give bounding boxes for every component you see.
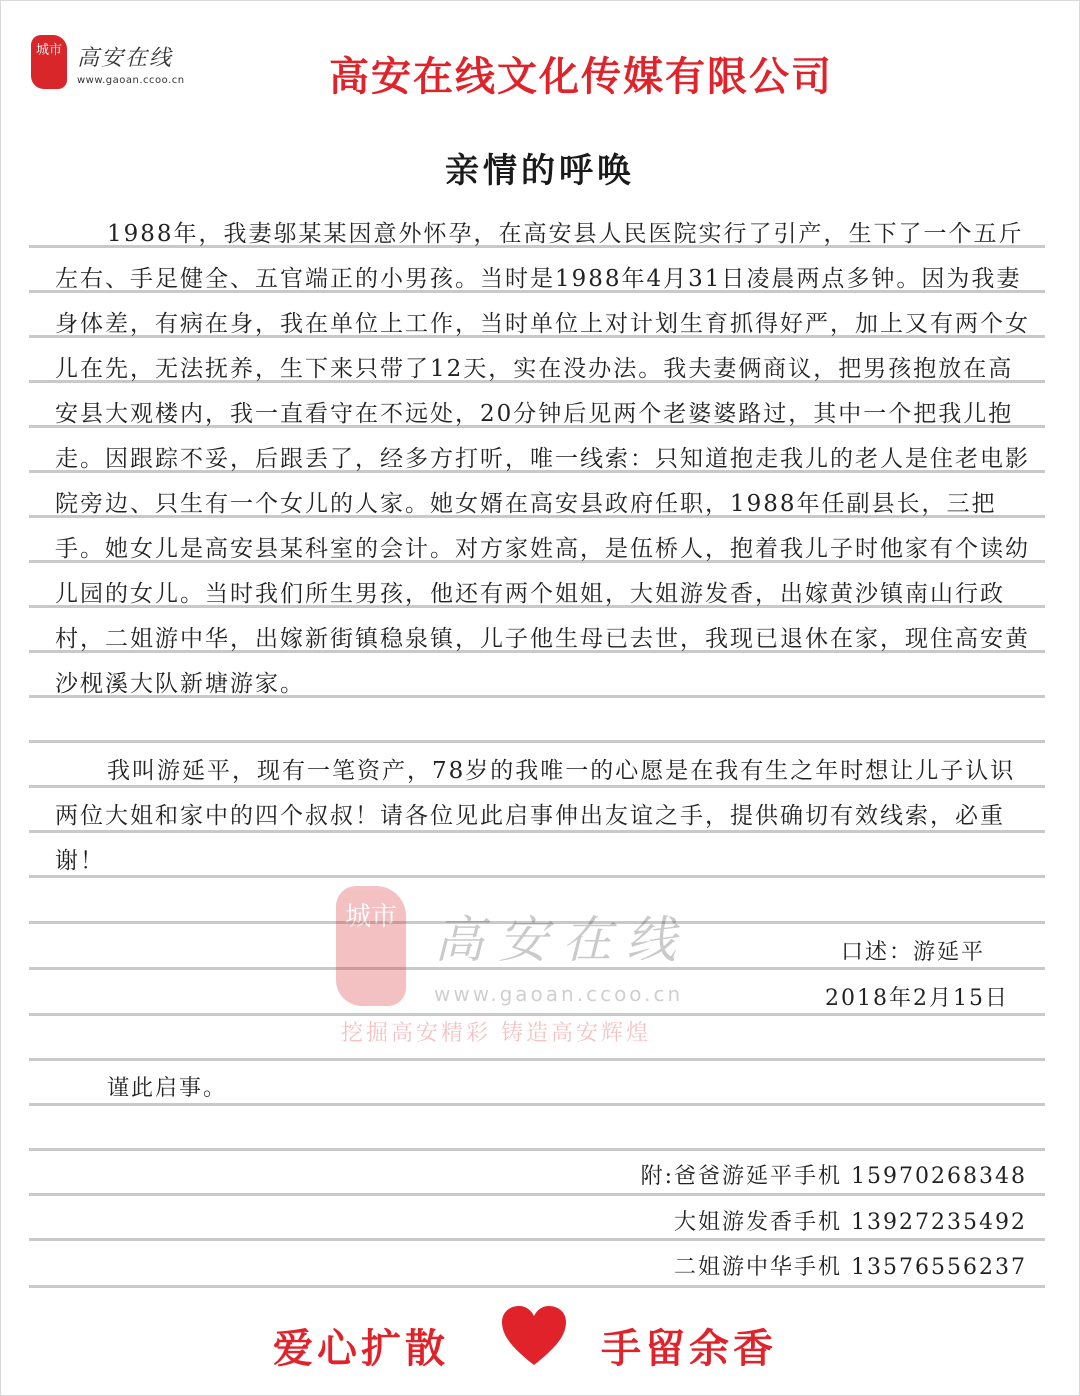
notice-date: 2018年2月15日 (825, 986, 1009, 1011)
watermark-name: 高安在线 (434, 911, 690, 969)
rule-line (29, 1285, 1045, 1288)
contact-elder-sister: 大姐游发香手机 13927235492 (674, 1210, 1027, 1235)
contact-father: 附:爸爸游延平手机 15970268348 (640, 1164, 1027, 1189)
contact-second-sister: 二姐游中华手机 13576556237 (674, 1255, 1027, 1280)
rule-line (29, 1238, 1045, 1241)
page-title: 亲情的呼唤 (445, 151, 635, 191)
footer-slogan-right: 手留余香 (601, 1326, 777, 1372)
rule-line (29, 740, 1045, 743)
logo-seal: 城市 (31, 35, 67, 89)
rule-line (29, 1103, 1045, 1106)
watermark-url: www.gaoan.ccoo.cn (434, 982, 684, 1006)
dictated-by: 口述：游延平 (841, 940, 986, 965)
site-logo[interactable] (31, 35, 206, 95)
closing-text: 谨此启事。 (107, 1076, 228, 1101)
watermark-slogan: 挖掘高安精彩 铸造高安辉煌 (341, 1021, 651, 1046)
rule-line (29, 1193, 1045, 1196)
heart-icon (501, 1305, 567, 1367)
company-name: 高安在线文化传媒有限公司 (329, 54, 833, 100)
rule-line (29, 1148, 1045, 1151)
footer-slogan-left: 爱心扩散 (273, 1326, 449, 1372)
body-paragraph-2: 我叫游延平，现有一笔资产，78岁的我唯一的心愿是在我有生之年时想让儿子认识两位大姐和家中的四个叔叔！请各位见此启事伸出友谊之手，提供确切有效线索，必重谢！ (55, 758, 1016, 874)
body-paragraph-1: 1988年，我妻邬某某因意外怀孕，在高安县人民医院实行了引产，生下了一个五斤左右、手足健全、五官端正的小男孩。当时是1988年4月31日凌晨两点多钟。因为我妻身体差，有病在身，我在单位上工作，当时单位上对计划生育抓得好严，加上又有两个女儿在先，无法抚养，生下来只带了12天，实在没办法。我夫妻俩商议，把男孩抱放在高安县大观楼内，我一直看守在不远处，20分钟后见两个老婆婆路过，其中一个把我儿抱走。因跟踪不妥，后跟丢了，经多方打听，唯一线索：只知道抱走我儿的老人是住老电影院旁边、只生有一个女儿的人家。她女婿在高安县政府任职，1988年任副县长，三把手。她女儿是高安县某科室的会计。对方家姓高，是伍桥人，抱着我儿子时他家有个读幼儿园的女儿。当时我们所生男孩，他还有两个姐姐，大姐游发香，出嫁黄沙镇南山行政村，二姐游中华，出嫁新街镇稳泉镇，儿子他生母已去世，我现已退休在家，现住高安黄沙枧溪大队新塘游家。 (55, 221, 1030, 697)
watermark (336, 886, 706, 1046)
watermark-seal: 城市 (336, 886, 406, 1006)
logo-url: www.gaoan.ccoo.cn (77, 75, 185, 86)
logo-name: 高安在线 (77, 46, 174, 71)
rule-line (29, 1058, 1045, 1061)
